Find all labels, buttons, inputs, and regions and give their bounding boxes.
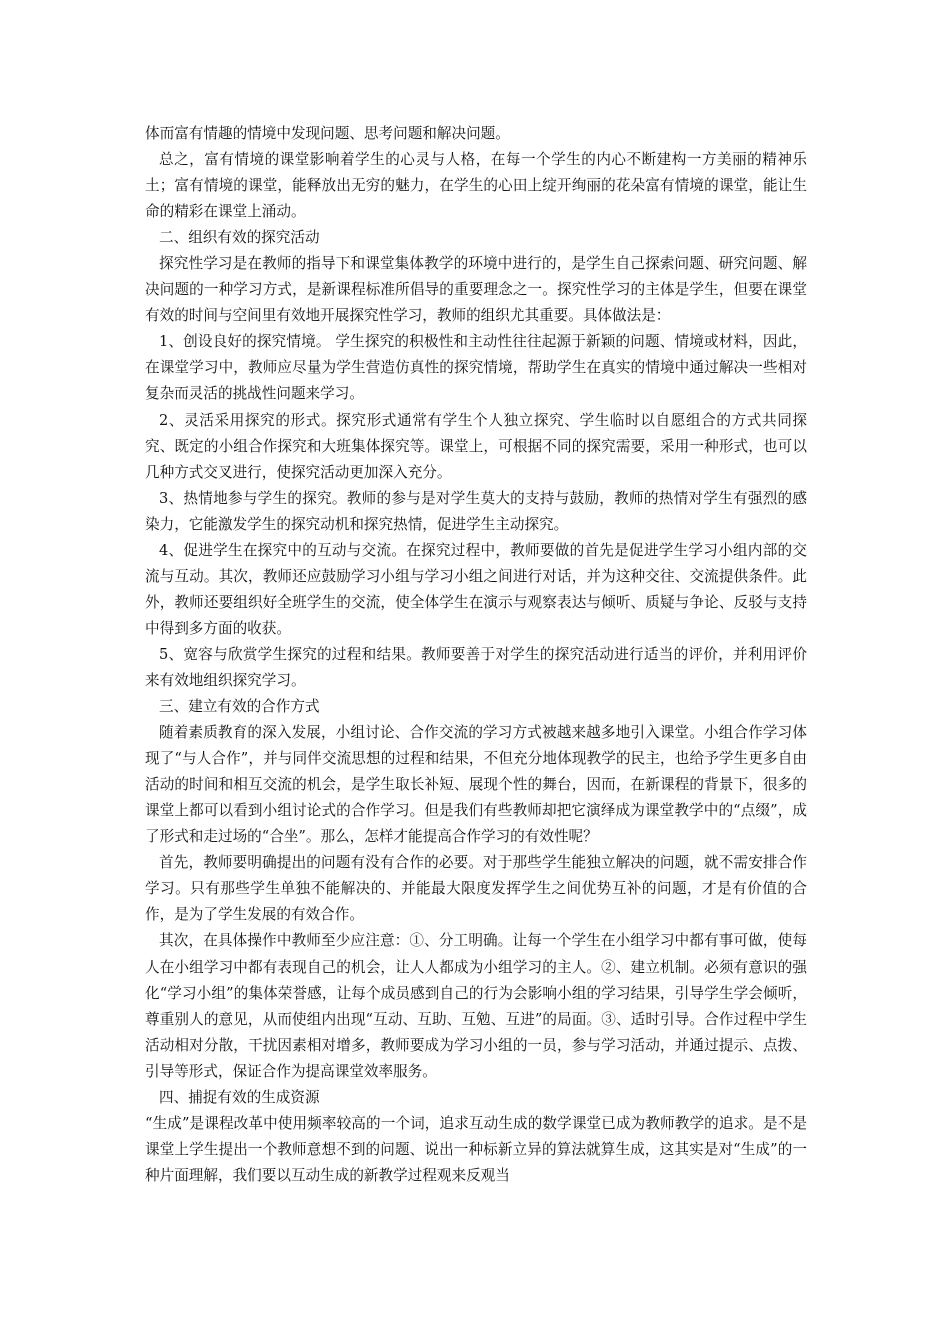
section-heading: 二、组织有效的探究活动 [159, 229, 320, 247]
list-item: 3、热情地参与学生的探究。教师的参与是对学生莫大的支持与鼓励，教师的热情对学生有强烈的感染力，它能激发学生的探究动机和探究热情，促进学生主动探究。 [145, 489, 807, 533]
list-item: 1、创设良好的探究情境。 学生探究的积极性和主动性往往起源于新颖的问题、情境或材料，因此，在课堂学习中，教师应尽量为学生营造仿真性的探究情境，帮助学生在真实的情境中通过解决一些相对复杂而灵活的挑战性问题来学习。 [145, 333, 807, 403]
paragraph: 首先，教师要明确提出的问题有没有合作的必要。对于那些学生能独立解决的问题，就不需安排合作学习。只有那些学生单独不能解决的、并能最大限度发挥学生之间优势互补的问题，才是有价值的合作，是为了学生发展的有效合作。 [145, 854, 807, 924]
section-heading: 四、捕捉有效的生成资源 [159, 1088, 320, 1106]
list-item: 5、宽容与欣赏学生探究的过程和结果。教师要善于对学生的探究活动进行适当的评价，并利用评价来有效地组织探究学习。 [145, 645, 807, 689]
section-heading: 三、建立有效的合作方式 [159, 698, 320, 716]
paragraph: 总之，富有情境的课堂影响着学生的心灵与人格，在每一个学生的内心不断建构一方美丽的精神乐土；富有情境的课堂，能释放出无穷的魅力，在学生的心田上绽开绚丽的花朵富有情境的课堂，能让生命的精彩在课堂上涌动。 [145, 151, 807, 221]
paragraph: 体而富有情趣的情境中发现问题、思考问题和解决问题。 [145, 125, 510, 142]
paragraph: 探究性学习是在教师的指导下和课堂集体教学的环境中进行的，是学生自己探索问题、研究问题、解决问题的一种学习方式，是新课程标准所倡导的重要理念之一。探究性学习的主体是学生，但要在课堂有效的时间与空间里有效地开展探究性学习，教师的组织尤其重要。具体做法是： [145, 255, 807, 325]
paragraph: “生成”是课程改革中使用频率较高的一个词，追求互动生成的数学课堂已成为教师教学的追求。是不是课堂上学生提出一个教师意想不到的问题、说出一种标新立异的算法就算生成，这其实是对“生成”的一种片面理解，我们要以互动生成的新教学过程观来反观当 [145, 1114, 807, 1184]
paragraph: 随着素质教育的深入发展，小组讨论、合作交流的学习方式被越来越多地引入课堂。小组合作学习体现了“与人合作”，并与同伴交流思想的过程和结果，不但充分地体现教学的民主，也给予学生更多自由活动的时间和相互交流的机会，是学生取长补短、展现个性的舞台，因而，在新课程的背景下，很多的课堂上都可以看到小组讨论式的合作学习。但是我们有些教师却把它演绎成为课堂教学中的“点缀”，成了形式和走过场的“合坐”。那么，怎样才能提高合作学习的有效性呢？ [145, 724, 807, 846]
document-body [145, 121, 807, 1189]
list-item: 4、促进学生在探究中的互动与交流。在探究过程中，教师要做的首先是促进学生学习小组内部的交流与互动。其次，教师还应鼓励学习小组与学习小组之间进行对话，并为这种交往、交流提供条件。此外，教师还要组织好全班学生的交流，使全体学生在演示与观察表达与倾听、质疑与争论、反驳与支持中得到多方面的收获。 [145, 541, 807, 637]
paragraph: 其次，在具体操作中教师至少应注意：①、分工明确。让每一个学生在小组学习中都有事可做，使每人在小组学习中都有表现自己的机会，让人人都成为小组学习的主人。②、建立机制。必须有意识的强化“学习小组”的集体荣誉感，让每个成员感到自己的行为会影响小组的学习结果，引导学生学会倾听，尊重别人的意见，从而使组内出现“互动、互助、互勉、互进”的局面。③、适时引导。合作过程中学生活动相对分散，干扰因素相对增多，教师要成为学习小组的一员，参与学习活动，并通过提示、点拨、引导等形式，保证合作为提高课堂效率服务。 [145, 932, 807, 1080]
list-item: 2、灵活采用探究的形式。探究形式通常有学生个人独立探究、学生临时以自愿组合的方式共同探究、既定的小组合作探究和大班集体探究等。课堂上，可根据不同的探究需要，采用一种形式，也可以几种方式交叉进行，使探究活动更加深入充分。 [145, 411, 807, 481]
